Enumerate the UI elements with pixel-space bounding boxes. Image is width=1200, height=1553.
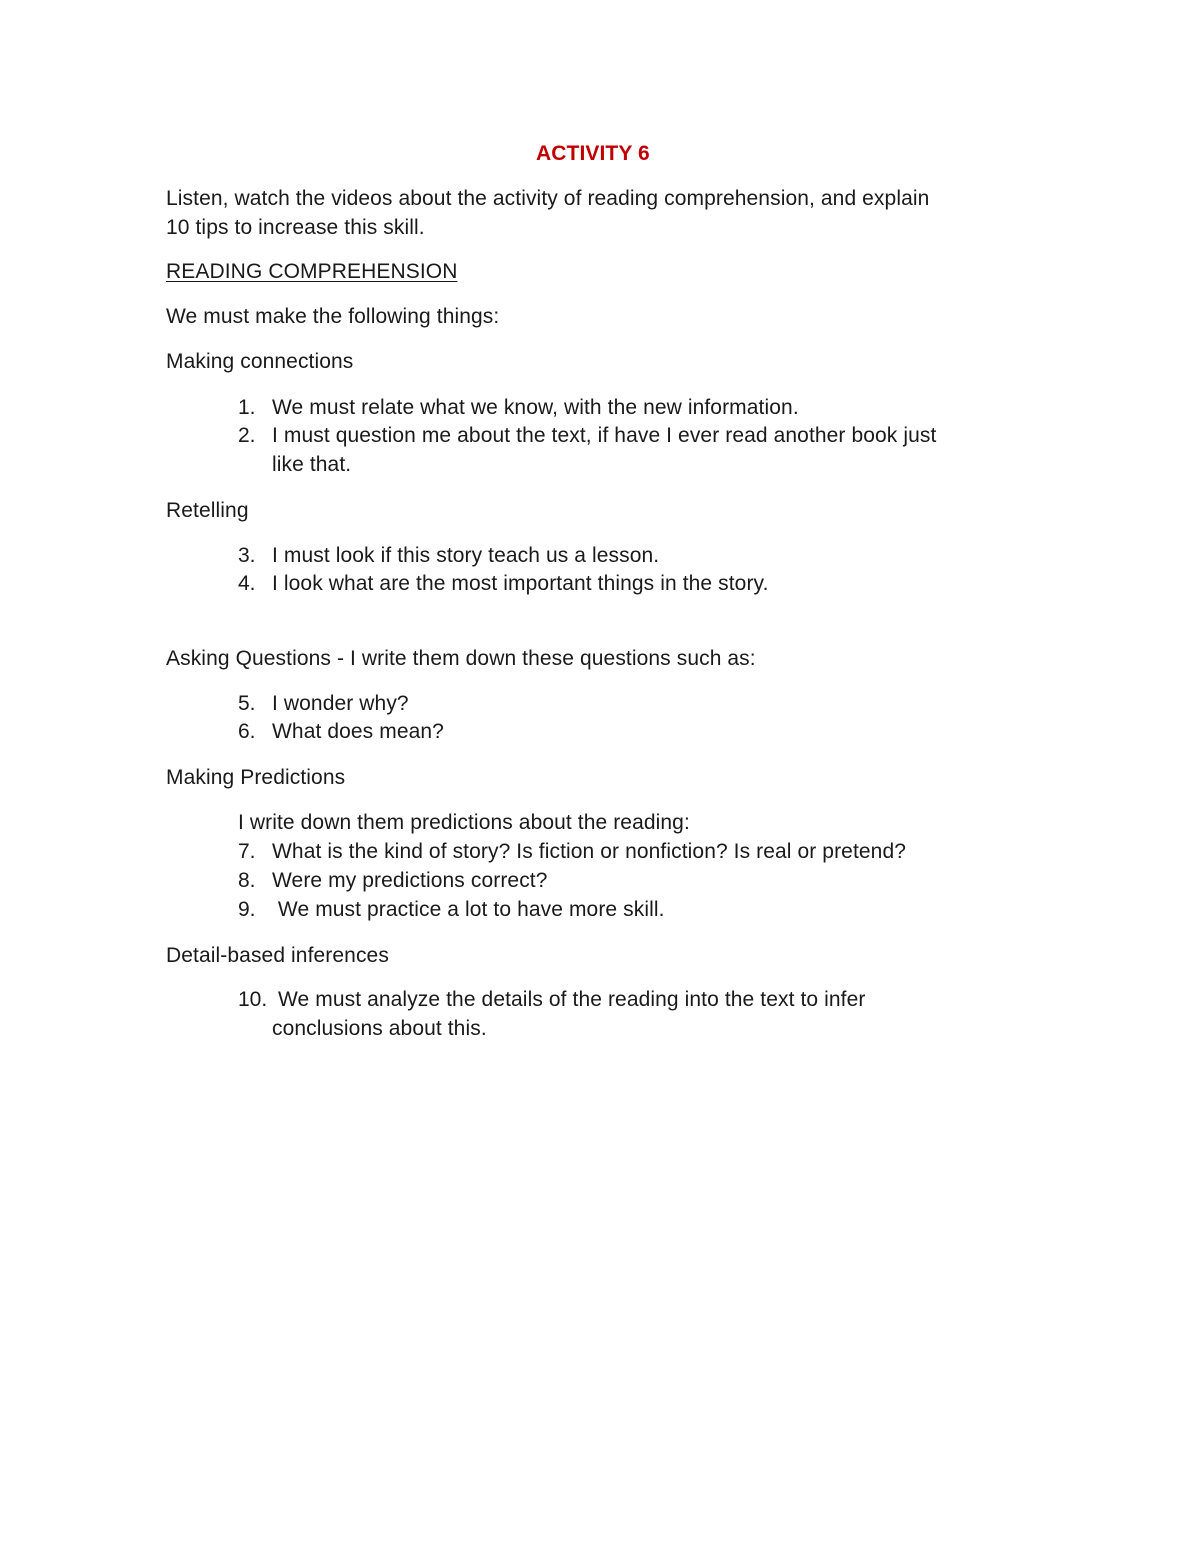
list-number: 6. (238, 720, 256, 743)
predictions-subline: I write down them predictions about the reading: (238, 811, 690, 834)
list-item-text: What does mean? (272, 720, 444, 743)
list-item-text: I look what are the most important things in the story. (272, 572, 769, 595)
list-item-text-continued: like that. (272, 453, 352, 476)
list-item-text: What is the kind of story? Is fiction or nonfiction? Is real or pretend? (272, 840, 907, 863)
list-item-text: We must analyze the details of the reading into the text to infer (278, 988, 866, 1011)
list-item-text: We must relate what we know, with the new information. (272, 396, 799, 419)
group-heading-retelling: Retelling (166, 499, 249, 522)
list-number: 7. (238, 840, 256, 863)
list-number: 9. (238, 898, 256, 921)
intro-line-1: Listen, watch the videos about the activity of reading comprehension, and explain (166, 187, 930, 210)
list-number: 8. (238, 869, 256, 892)
group-heading-predictions: Making Predictions (166, 766, 346, 789)
section-heading: READING COMPREHENSION (166, 260, 458, 283)
intro-line-2: 10 tips to increase this skill. (166, 216, 425, 239)
group-heading-inferences: Detail-based inferences (166, 944, 389, 967)
group-heading-connections: Making connections (166, 350, 354, 373)
group-heading-questions: Asking Questions - I write them down these questions such as: (166, 647, 756, 670)
list-item-text: I must question me about the text, if have I ever read another book just (272, 424, 937, 447)
page-title: ACTIVITY 6 (536, 142, 650, 165)
list-number: 10. (238, 988, 268, 1011)
list-item-text: I wonder why? (272, 692, 409, 715)
list-number: 2. (238, 424, 256, 447)
list-item-text: Were my predictions correct? (272, 869, 548, 892)
list-number: 1. (238, 396, 256, 419)
list-item-text-continued: conclusions about this. (272, 1017, 487, 1040)
lead-text: We must make the following things: (166, 305, 500, 328)
list-item-text: I must look if this story teach us a lesson. (272, 544, 660, 567)
list-number: 5. (238, 692, 256, 715)
list-item-text: We must practice a lot to have more skill. (272, 898, 665, 921)
list-number: 4. (238, 572, 256, 595)
list-number: 3. (238, 544, 256, 567)
